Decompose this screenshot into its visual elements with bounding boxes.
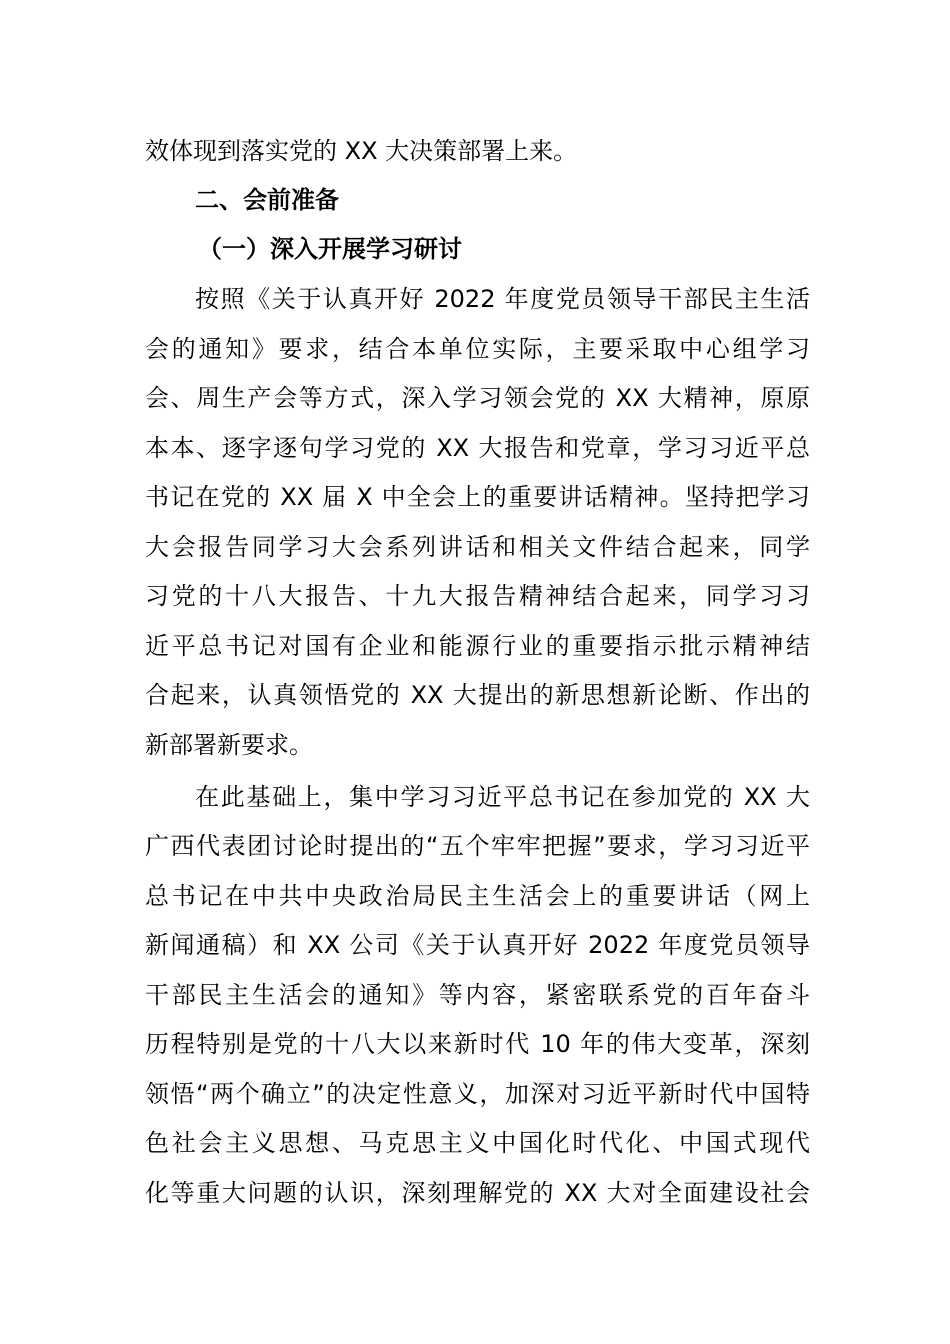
paragraph2-line: 总书记在中共中央政治局民主生活会上的重要讲话（网上 [145, 882, 810, 910]
paragraph2-line: 历程特别是党的十八大以来新时代 10 年的伟大变革，深刻 [145, 1030, 810, 1058]
paragraph2-line: 色社会主义思想、马克思主义中国化时代化、中国式现代 [145, 1129, 810, 1157]
paragraph1-line: 合起来，认真领悟党的 XX 大提出的新思想新论断、作出的 [145, 681, 810, 709]
paragraph1-line: 书记在党的 XX 届 X 中全会上的重要讲话精神。坚持把学习 [145, 483, 810, 511]
paragraph2-line: 领悟“两个确立”的决定性意义，加深对习近平新时代中国特 [145, 1080, 810, 1108]
paragraph1-line: 习党的十八大报告、十九大报告精神结合起来，同学习习 [145, 582, 810, 610]
paragraph1-line: 本本、逐字逐句学习党的 XX 大报告和党章，学习习近平总 [145, 434, 810, 462]
section-heading: 二、会前准备 [195, 186, 339, 214]
paragraph2-line: 化等重大问题的认识，深刻理解党的 XX 大对全面建设社会 [145, 1179, 810, 1207]
paragraph1-line: 按照《关于认真开好 2022 年度党员领导干部民主生活 [195, 285, 810, 313]
paragraph2-line: 新闻通稿）和 XX 公司《关于认真开好 2022 年度党员领导 [145, 931, 810, 959]
subsection-heading: （一）深入开展学习研讨 [198, 235, 462, 263]
paragraph2-line: 干部民主生活会的通知》等内容，紧密联系党的百年奋斗 [145, 981, 810, 1009]
paragraph1-line: 新部署新要求。 [145, 731, 313, 759]
paragraph1-line: 会、周生产会等方式，深入学习领会党的 XX 大精神，原原 [145, 384, 810, 412]
paragraph1-line: 近平总书记对国有企业和能源行业的重要指示批示精神结 [145, 632, 810, 660]
paragraph1-line: 大会报告同学习大会系列讲话和相关文件结合起来，同学 [145, 533, 810, 561]
paragraph2-line: 在此基础上，集中学习习近平总书记在参加党的 XX 大 [195, 783, 810, 811]
paragraph2-line: 广西代表团讨论时提出的“五个牢牢把握”要求，学习习近平 [145, 832, 810, 860]
paragraph1-line: 会的通知》要求，结合本单位实际，主要采取中心组学习 [145, 335, 810, 363]
continuation-line: 效体现到落实党的 XX 大决策部署上来。 [145, 137, 578, 165]
